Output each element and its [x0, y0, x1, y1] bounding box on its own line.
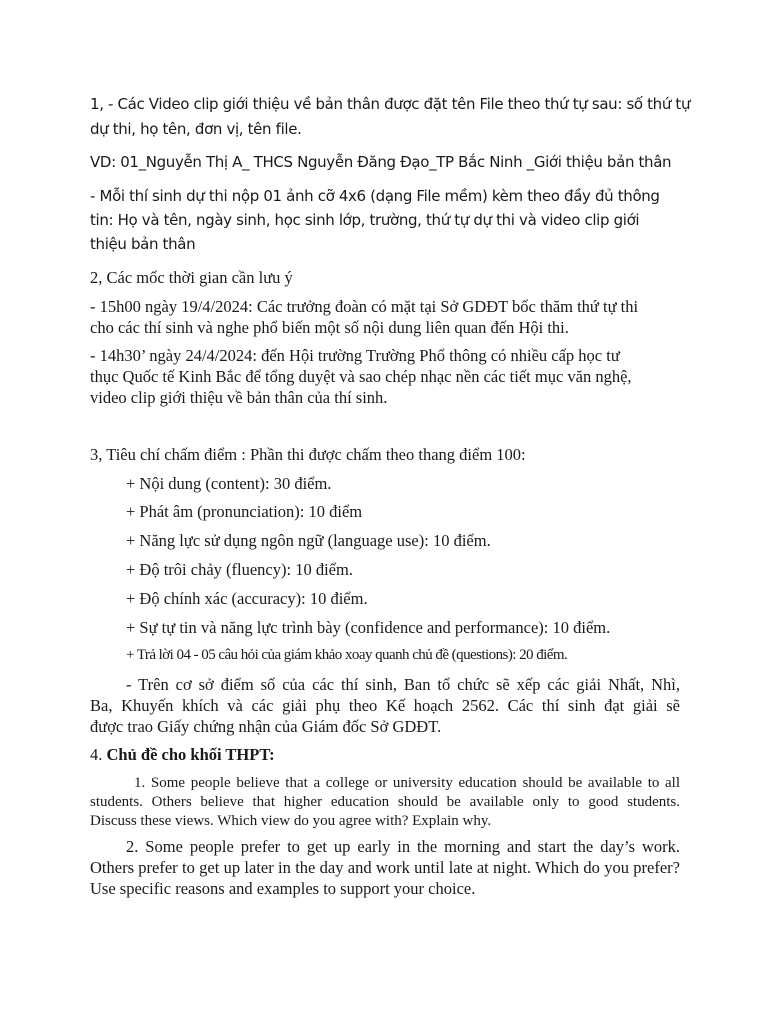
section-3-heading: 3, Tiêu chí chấm điểm : Phần thi được chấm theo thang điểm 100: — [90, 445, 526, 464]
section-1-line: thiệu bản thân — [90, 235, 196, 253]
criterion-item: + Sự tự tin và năng lực trình bày (confidence and performance): 10 điểm. — [126, 618, 611, 637]
topic-2-line: 2. Some people prefer to get up early in the morning and start the day’s work. — [126, 837, 680, 856]
award-line: được trao Giấy chứng nhận của Giám đốc Sở GDĐT. — [90, 717, 442, 736]
topic-1-line: students. Others believe that higher education should be available only to good students. — [90, 794, 680, 810]
topic-1-line: 1. Some people believe that a college or university education should be available to all — [134, 775, 680, 791]
criterion-item: + Nội dung (content): 30 điểm. — [126, 474, 332, 493]
topic-1-line: Discuss these views. Which view do you agree with? Explain why. — [90, 813, 492, 829]
section-4-title: Chủ đề cho khối THPT: — [106, 745, 275, 764]
criterion-item: + Độ trôi chảy (fluency): 10 điểm. — [126, 560, 353, 579]
section-2-line: - 15h00 ngày 19/4/2024: Các trưởng đoàn có mặt tại Sở GDĐT bốc thăm thứ tự thi — [90, 297, 639, 316]
topic-2-line: Others prefer to get up later in the day and work until late at night. Which do you prefer? — [90, 858, 680, 877]
section-2-line: video clip giới thiệu về bản thân của thí sinh. — [90, 388, 388, 407]
criterion-item: + Độ chính xác (accuracy): 10 điểm. — [126, 589, 368, 608]
example-line: VD: 01_Nguyễn Thị A_ THCS Nguyễn Đăng Đạo_TP Bắc Ninh _Giới thiệu bản thân — [90, 153, 672, 171]
topic-2-line: Use specific reasons and examples to support your choice. — [90, 879, 476, 898]
section-2-line: thục Quốc tế Kinh Bắc để tổng duyệt và sao chép nhạc nền các tiết mục văn nghệ, — [90, 367, 632, 386]
section-1-line: - Mỗi thí sinh dự thi nộp 01 ảnh cỡ 4x6 (dạng File mềm) kèm theo đầy đủ thông — [90, 187, 660, 205]
criterion-item: + Năng lực sử dụng ngôn ngữ (language use): 10 điểm. — [126, 531, 491, 550]
section-4-heading — [90, 745, 275, 765]
criterion-item: + Trả lời 04 - 05 câu hỏi của giám khảo xoay quanh chủ đề (questions): 20 điểm. — [126, 647, 568, 663]
section-1-line: tin: Họ và tên, ngày sinh, học sinh lớp, trường, thứ tự dự thi và video clip giới — [90, 211, 640, 229]
section-2-line: - 14h30’ ngày 24/4/2024: đến Hội trường Trường Phổ thông có nhiều cấp học tư — [90, 346, 620, 365]
section-4-number: 4. — [90, 745, 103, 764]
award-line: - Trên cơ sở điểm số của các thí sinh, Ban tổ chức sẽ xếp các giải Nhất, Nhì, — [126, 675, 680, 694]
section-2-line: cho các thí sinh và nghe phổ biến một số nội dung liên quan đến Hội thi. — [90, 318, 569, 337]
section-1-line: dự thi, họ tên, đơn vị, tên file. — [90, 120, 302, 138]
award-line: Ba, Khuyến khích và các giải phụ theo Kế hoạch 2562. Các thí sinh đạt giải sẽ — [90, 696, 680, 715]
section-2-heading: 2, Các mốc thời gian cần lưu ý — [90, 268, 293, 287]
section-1-line: 1, - Các Video clip giới thiệu về bản thân được đặt tên File theo thứ tự sau: số thứ tự — [90, 95, 691, 113]
criterion-item: + Phát âm (pronunciation): 10 điểm — [126, 502, 363, 521]
